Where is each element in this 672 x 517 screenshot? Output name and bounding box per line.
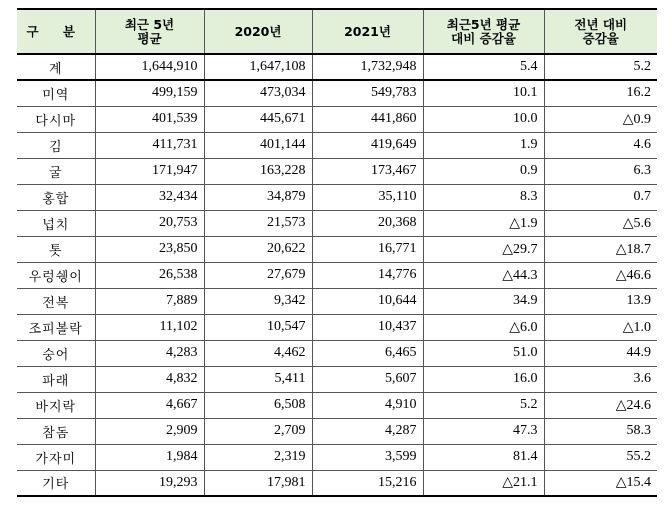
row-category: 김 [17,132,95,158]
value-change-vs-prev-year: 16.2 [544,80,657,106]
value-2021: 419,649 [312,132,423,158]
value-change-vs-5yr: 10.0 [423,106,544,132]
value-change-vs-5yr: 34.9 [423,288,544,314]
value-change-vs-prev-year: △1.0 [544,314,657,340]
value-change-vs-5yr: △1.9 [423,210,544,236]
header-change-vs-prev-year: 전년 대비 증감율 [544,9,657,54]
aquaculture-production-table [17,8,657,497]
value-2021: 1,732,948 [312,54,423,80]
production-table-container [17,8,657,497]
value-2020: 5,411 [204,366,312,392]
value-2020: 2,709 [204,418,312,444]
row-category: 계 [17,54,95,80]
value-2020: 21,573 [204,210,312,236]
value-change-vs-prev-year: 3.6 [544,366,657,392]
row-category: 전복 [17,288,95,314]
table-row [17,106,657,132]
value-5yr-average: 4,667 [95,392,204,418]
value-2020: 2,319 [204,444,312,470]
value-2021: 20,368 [312,210,423,236]
row-category: 톳 [17,236,95,262]
table-row [17,236,657,262]
value-change-vs-5yr: 5.4 [423,54,544,80]
table-row [17,184,657,210]
table-row [17,210,657,236]
value-2021: 35,110 [312,184,423,210]
value-change-vs-5yr: 1.9 [423,132,544,158]
value-change-vs-prev-year: 6.3 [544,158,657,184]
value-5yr-average: 2,909 [95,418,204,444]
row-category: 파래 [17,366,95,392]
table-row [17,392,657,418]
header-2021: 2021년 [312,9,423,54]
value-change-vs-prev-year: △0.9 [544,106,657,132]
value-change-vs-prev-year: △18.7 [544,236,657,262]
value-2021: 10,644 [312,288,423,314]
row-category: 바지락 [17,392,95,418]
table-row [17,288,657,314]
value-change-vs-5yr: △29.7 [423,236,544,262]
header-category: 구 분 [17,9,95,54]
value-2021: 4,910 [312,392,423,418]
value-change-vs-prev-year: 5.2 [544,54,657,80]
table-row [17,158,657,184]
value-change-vs-5yr: △6.0 [423,314,544,340]
row-category: 우렁쉥이 [17,262,95,288]
value-change-vs-prev-year: △15.4 [544,470,657,496]
row-category: 숭어 [17,340,95,366]
value-2021: 15,216 [312,470,423,496]
value-5yr-average: 1,984 [95,444,204,470]
value-2021: 10,437 [312,314,423,340]
value-5yr-average: 11,102 [95,314,204,340]
value-change-vs-5yr: △21.1 [423,470,544,496]
value-5yr-average: 20,753 [95,210,204,236]
value-2020: 10,547 [204,314,312,340]
row-category: 다시마 [17,106,95,132]
row-category: 홍합 [17,184,95,210]
header-row [17,9,657,54]
row-category: 굴 [17,158,95,184]
value-change-vs-prev-year: 0.7 [544,184,657,210]
value-2021: 6,465 [312,340,423,366]
value-change-vs-prev-year: 13.9 [544,288,657,314]
value-2020: 1,647,108 [204,54,312,80]
row-category: 미역 [17,80,95,106]
value-2021: 5,607 [312,366,423,392]
value-change-vs-prev-year: 4.6 [544,132,657,158]
value-5yr-average: 4,832 [95,366,204,392]
value-2020: 17,981 [204,470,312,496]
value-2021: 441,860 [312,106,423,132]
value-change-vs-5yr: △44.3 [423,262,544,288]
value-change-vs-prev-year: 58.3 [544,418,657,444]
value-5yr-average: 401,539 [95,106,204,132]
value-change-vs-5yr: 81.4 [423,444,544,470]
header-5yr-average: 최근 5년 평균 [95,9,204,54]
value-2021: 14,776 [312,262,423,288]
value-5yr-average: 499,159 [95,80,204,106]
value-change-vs-5yr: 10.1 [423,80,544,106]
value-change-vs-prev-year: △46.6 [544,262,657,288]
header-2020: 2020년 [204,9,312,54]
value-change-vs-prev-year: △24.6 [544,392,657,418]
value-2020: 6,508 [204,392,312,418]
table-header [17,9,657,54]
value-5yr-average: 26,538 [95,262,204,288]
table-row [17,418,657,444]
table-row [17,314,657,340]
value-change-vs-5yr: 8.3 [423,184,544,210]
value-2021: 16,771 [312,236,423,262]
row-category: 넙치 [17,210,95,236]
value-5yr-average: 4,283 [95,340,204,366]
value-5yr-average: 171,947 [95,158,204,184]
value-2020: 163,228 [204,158,312,184]
value-change-vs-5yr: 16.0 [423,366,544,392]
value-change-vs-prev-year: 44.9 [544,340,657,366]
value-2020: 34,879 [204,184,312,210]
value-2021: 549,783 [312,80,423,106]
row-category: 조피볼락 [17,314,95,340]
table-row [17,132,657,158]
value-2020: 473,034 [204,80,312,106]
value-2020: 9,342 [204,288,312,314]
row-category: 참돔 [17,418,95,444]
value-2021: 173,467 [312,158,423,184]
value-2020: 27,679 [204,262,312,288]
value-change-vs-prev-year: △5.6 [544,210,657,236]
table-row [17,80,657,106]
table-row [17,262,657,288]
value-5yr-average: 411,731 [95,132,204,158]
value-change-vs-5yr: 47.3 [423,418,544,444]
value-5yr-average: 23,850 [95,236,204,262]
value-2021: 4,287 [312,418,423,444]
header-change-vs-5yr: 최근5년 평균 대비 증감율 [423,9,544,54]
row-category: 가자미 [17,444,95,470]
table-row [17,470,657,496]
table-row [17,444,657,470]
value-2020: 4,462 [204,340,312,366]
value-2020: 20,622 [204,236,312,262]
value-5yr-average: 19,293 [95,470,204,496]
value-2020: 401,144 [204,132,312,158]
table-body [17,54,657,496]
value-5yr-average: 32,434 [95,184,204,210]
row-category: 기타 [17,470,95,496]
table-row [17,340,657,366]
value-change-vs-prev-year: 55.2 [544,444,657,470]
value-2021: 3,599 [312,444,423,470]
value-change-vs-5yr: 51.0 [423,340,544,366]
total-row [17,54,657,80]
value-5yr-average: 7,889 [95,288,204,314]
value-change-vs-5yr: 0.9 [423,158,544,184]
value-5yr-average: 1,644,910 [95,54,204,80]
table-row [17,366,657,392]
value-2020: 445,671 [204,106,312,132]
value-change-vs-5yr: 5.2 [423,392,544,418]
